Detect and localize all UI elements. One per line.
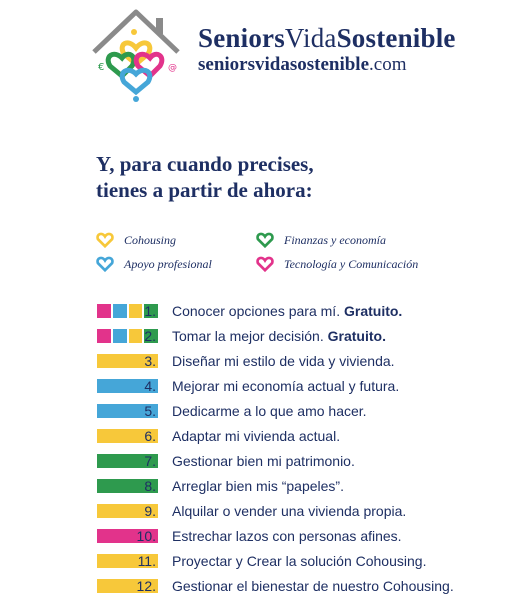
category-color-bar bbox=[97, 454, 158, 468]
color-segment bbox=[129, 329, 143, 343]
category-color-bar bbox=[97, 554, 158, 568]
item-label: Arreglar bien mis “papeles”. bbox=[172, 477, 344, 494]
category-color-bar bbox=[97, 404, 158, 418]
item-number: 9. bbox=[144, 502, 156, 519]
list-item bbox=[97, 427, 340, 444]
item-label: Adaptar mi vivienda actual. bbox=[172, 427, 341, 444]
list-item bbox=[97, 377, 399, 394]
heart-icon bbox=[256, 256, 274, 272]
heart-icon bbox=[256, 232, 274, 248]
svg-text:@: @ bbox=[168, 63, 177, 73]
item-label: Mejorar mi economía actual y futura. bbox=[172, 377, 400, 394]
item-text bbox=[172, 453, 355, 469]
item-number: 11. bbox=[137, 552, 156, 569]
list-item bbox=[97, 552, 426, 569]
brand-block bbox=[198, 22, 456, 76]
item-label: Conocer opciones para mí. bbox=[172, 302, 344, 319]
list-item bbox=[97, 402, 367, 419]
brand-logo bbox=[86, 4, 186, 104]
item-text bbox=[172, 328, 386, 344]
item-label: Gestionar bien mi patrimonio. bbox=[172, 452, 355, 469]
intro-heading bbox=[96, 151, 314, 203]
heart-icon bbox=[96, 256, 114, 272]
brand-url: seniorsvidasostenible.com bbox=[198, 54, 407, 75]
category-color-bar bbox=[97, 479, 158, 493]
item-text bbox=[172, 403, 367, 419]
item-number: 6. bbox=[144, 427, 156, 444]
legend-item-tecnologia: Tecnología y Comunicación bbox=[256, 256, 418, 272]
item-text bbox=[172, 353, 395, 369]
category-color-bar bbox=[97, 529, 158, 543]
list-item bbox=[97, 302, 402, 319]
item-text bbox=[172, 428, 340, 444]
item-label: Dedicarme a lo que amo hacer. bbox=[172, 402, 367, 419]
item-number: 3. bbox=[144, 352, 156, 369]
legend-item-cohousing: Cohousing bbox=[96, 232, 176, 248]
item-number: 4. bbox=[144, 377, 156, 394]
intro-line-1: Y, para cuando precises, bbox=[96, 152, 314, 176]
heart-icon bbox=[96, 232, 114, 248]
item-label: Proyectar y Crear la solución Cohousing. bbox=[172, 552, 427, 569]
category-color-bar bbox=[97, 504, 158, 518]
item-text bbox=[172, 578, 454, 594]
intro-line-2: tienes a partir de ahora: bbox=[96, 178, 313, 202]
item-number: 8. bbox=[144, 477, 156, 494]
item-number: 10. bbox=[136, 527, 156, 544]
item-text bbox=[172, 303, 402, 319]
color-segment bbox=[113, 304, 127, 318]
item-text bbox=[172, 503, 406, 519]
item-text bbox=[172, 528, 402, 544]
item-text bbox=[172, 553, 426, 569]
item-text bbox=[172, 378, 399, 394]
list-item bbox=[97, 327, 386, 344]
category-color-bar bbox=[97, 429, 158, 443]
category-color-bar bbox=[97, 329, 158, 343]
item-text bbox=[172, 478, 344, 494]
color-segment bbox=[129, 304, 143, 318]
list-item bbox=[97, 527, 402, 544]
item-number: 7. bbox=[144, 452, 156, 469]
category-color-bar bbox=[97, 379, 158, 393]
brand-name: SeniorsVidaSostenible bbox=[198, 23, 456, 53]
item-free-label: Gratuito. bbox=[343, 302, 403, 319]
item-label: Tomar la mejor decisión. bbox=[172, 327, 328, 344]
item-label: Estrechar lazos con personas afines. bbox=[172, 527, 402, 544]
item-number: 12. bbox=[136, 577, 156, 594]
item-label: Alquilar o vender una vivienda propia. bbox=[172, 502, 407, 519]
item-number: 2. bbox=[144, 327, 156, 344]
item-free-label: Gratuito. bbox=[327, 327, 386, 344]
item-number: 1. bbox=[144, 302, 156, 319]
color-segment bbox=[97, 304, 111, 318]
list-item bbox=[97, 452, 355, 469]
list-item bbox=[97, 352, 395, 369]
list-item bbox=[97, 477, 344, 494]
color-segment bbox=[97, 329, 111, 343]
list-item bbox=[97, 502, 406, 519]
legend-item-finanzas: Finanzas y economía bbox=[256, 232, 386, 248]
category-color-bar bbox=[97, 354, 158, 368]
category-color-bar bbox=[97, 579, 158, 593]
color-segment bbox=[113, 329, 127, 343]
category-color-bar bbox=[97, 304, 158, 318]
svg-text:€: € bbox=[98, 62, 105, 73]
item-number: 5. bbox=[144, 402, 156, 419]
legend-item-apoyo: Apoyo profesional bbox=[96, 256, 212, 272]
heart-cluster-icon bbox=[108, 43, 162, 92]
list-item bbox=[97, 577, 454, 594]
item-label: Gestionar el bienestar de nuestro Cohousing. bbox=[172, 577, 454, 594]
item-label: Diseñar mi estilo de vida y vivienda. bbox=[172, 352, 395, 369]
